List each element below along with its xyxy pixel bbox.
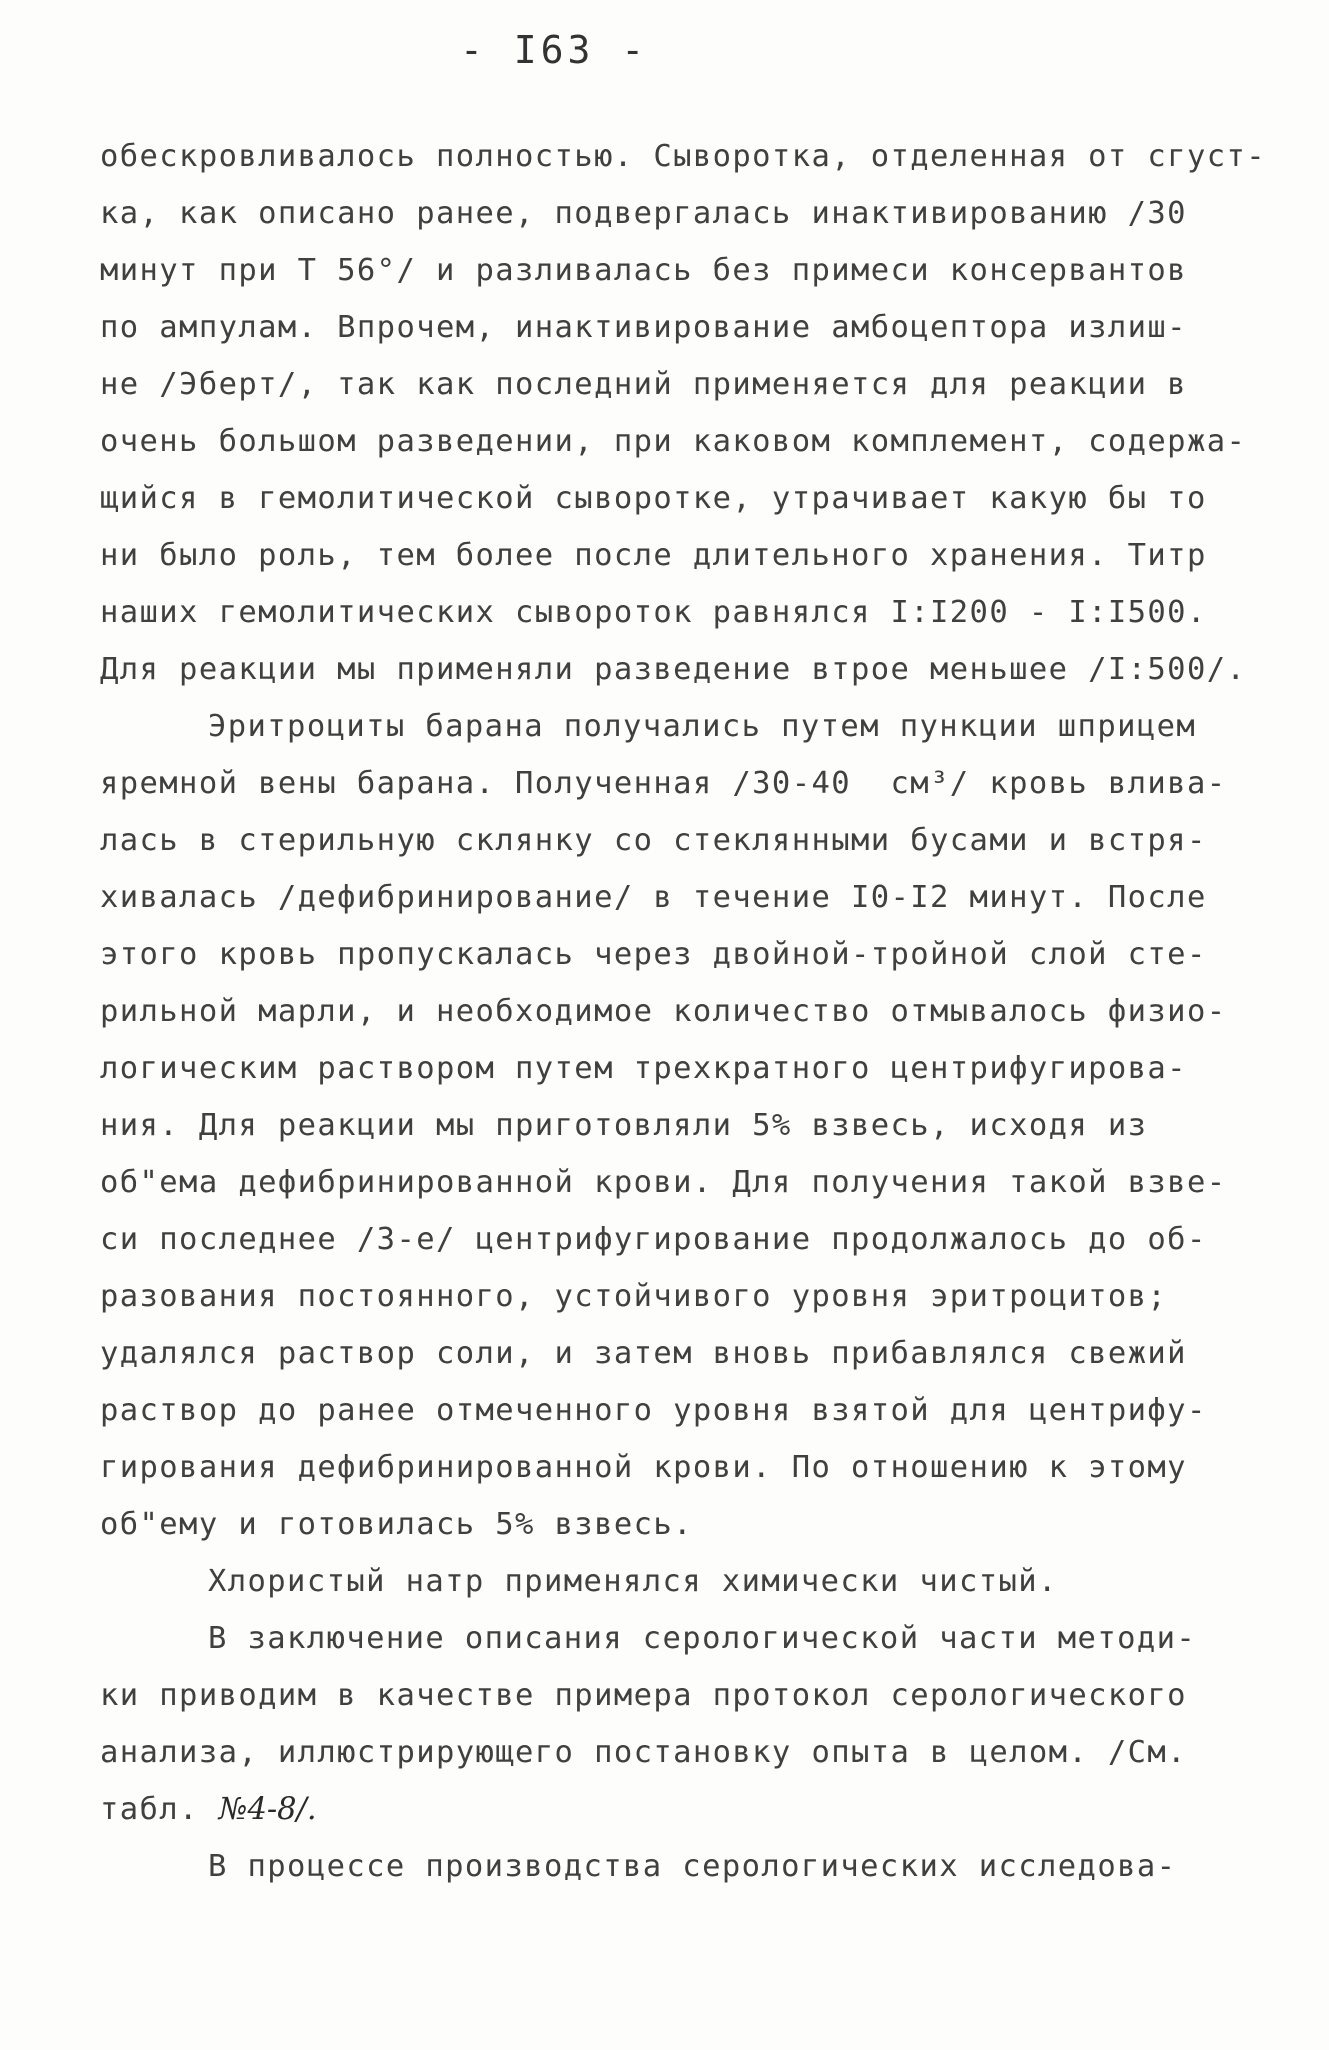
text-line-content: не /Эберт/, так как последний применяется для реакции в <box>100 367 1187 402</box>
text-line-content: обескровливалось полностью. Сыворотка, отделенная от сгуст- <box>100 139 1266 174</box>
text-line <box>100 1040 1210 1097</box>
text-line <box>100 983 1227 1040</box>
text-line <box>100 527 1210 584</box>
text-line <box>100 1325 1210 1382</box>
text-line-content: раствор до ранее отмеченного уровня взятой для центрифу- <box>100 1393 1207 1428</box>
text-line <box>100 1211 1210 1268</box>
text-line-content: Для реакции мы применяли разведение втрое меньшее /I:500/. <box>100 652 1247 687</box>
text-line-content: наших гемолитических сывороток равнялся I:I200 - I:I500. <box>100 595 1207 630</box>
text-line <box>100 1496 1210 1553</box>
text-line <box>100 1097 1210 1154</box>
text-line <box>100 1154 1227 1211</box>
page-number: - I63 - <box>460 28 649 72</box>
text-line <box>100 1268 1210 1325</box>
text-line-content: удалялся раствор соли, и затем вновь прибавлялся свежий <box>100 1336 1187 1371</box>
text-line <box>100 242 1210 299</box>
text-line-content: ка, как описано ранее, подвергалась инактивированию /30 <box>100 196 1187 231</box>
text-line <box>100 185 1210 242</box>
text-line-content: ки приводим в качестве примера протокол серологического <box>100 1678 1187 1713</box>
text-line <box>100 470 1210 527</box>
text-line <box>100 869 1210 926</box>
text-line-content: логическим раствором путем трехкратного центрифугирова- <box>100 1051 1187 1086</box>
text-line <box>100 413 1247 470</box>
text-line <box>100 1781 1210 1838</box>
text-line-content: ни было роль, тем более после длительного хранения. Титр <box>100 538 1207 573</box>
text-line-content: рильной марли, и необходимое количество отмывалось физио- <box>100 994 1227 1029</box>
body-text <box>100 128 1266 1895</box>
text-line <box>100 1553 1210 1610</box>
text-line <box>100 1667 1210 1724</box>
text-line-content: си последнее /3-е/ центрифугирование продолжалось до об- <box>100 1222 1207 1257</box>
handwritten-table-reference: №4-8/. <box>218 1792 317 1827</box>
text-line-content: разования постоянного, устойчивого уровня эритроцитов; <box>100 1279 1168 1314</box>
text-line-content: минут при Т 56°/ и разливалась без примеси консервантов <box>100 253 1187 288</box>
text-line <box>100 755 1227 812</box>
text-line-content: об"ема дефибринированной крови. Для получения такой взве- <box>100 1165 1227 1200</box>
text-line-content: яремной вены барана. Полученная /30-40 см³/ кровь влива- <box>100 766 1227 801</box>
text-line-content: ния. Для реакции мы приготовляли 5% взвесь, исходя из <box>100 1108 1148 1143</box>
text-line-content: В заключение описания серологической части методи- <box>208 1621 1197 1656</box>
text-line <box>100 299 1210 356</box>
text-line <box>100 1724 1210 1781</box>
text-line-content: Хлористый натр применялся химически чистый. <box>208 1564 1058 1599</box>
text-line <box>100 1382 1210 1439</box>
text-line <box>100 128 1266 185</box>
text-line <box>100 1838 1210 1895</box>
text-line-content: гирования дефибринированной крови. По отношению к этому <box>100 1450 1187 1485</box>
text-line-content: очень большом разведении, при каковом комплемент, содержа- <box>100 424 1247 459</box>
text-line <box>100 812 1210 869</box>
text-line-content: щийся в гемолитической сыворотке, утрачивает какую бы то <box>100 481 1207 516</box>
text-line <box>100 926 1210 983</box>
text-line-content: Эритроциты барана получались путем пункции шприцем <box>208 709 1197 744</box>
text-line-content: хивалась /дефибринирование/ в течение I0-I2 минут. После <box>100 880 1207 915</box>
text-line-content: этого кровь пропускалась через двойной-тройной слой сте- <box>100 937 1207 972</box>
text-line-content: лась в стерильную склянку со стеклянными бусами и встря- <box>100 823 1207 858</box>
text-line <box>100 1610 1210 1667</box>
text-line <box>100 584 1210 641</box>
text-line-content: табл. <box>100 1792 219 1827</box>
text-line-content: об"ему и готовилась 5% взвесь. <box>100 1507 693 1542</box>
text-line <box>100 698 1210 755</box>
text-line <box>100 356 1210 413</box>
text-line <box>100 641 1247 698</box>
text-line-content: В процессе производства серологических исследова- <box>208 1849 1177 1884</box>
text-line-content: по ампулам. Впрочем, инактивирование амбоцептора излиш- <box>100 310 1187 345</box>
text-line-content: анализа, иллюстрирующего постановку опыта в целом. /См. <box>100 1735 1187 1770</box>
text-line <box>100 1439 1210 1496</box>
